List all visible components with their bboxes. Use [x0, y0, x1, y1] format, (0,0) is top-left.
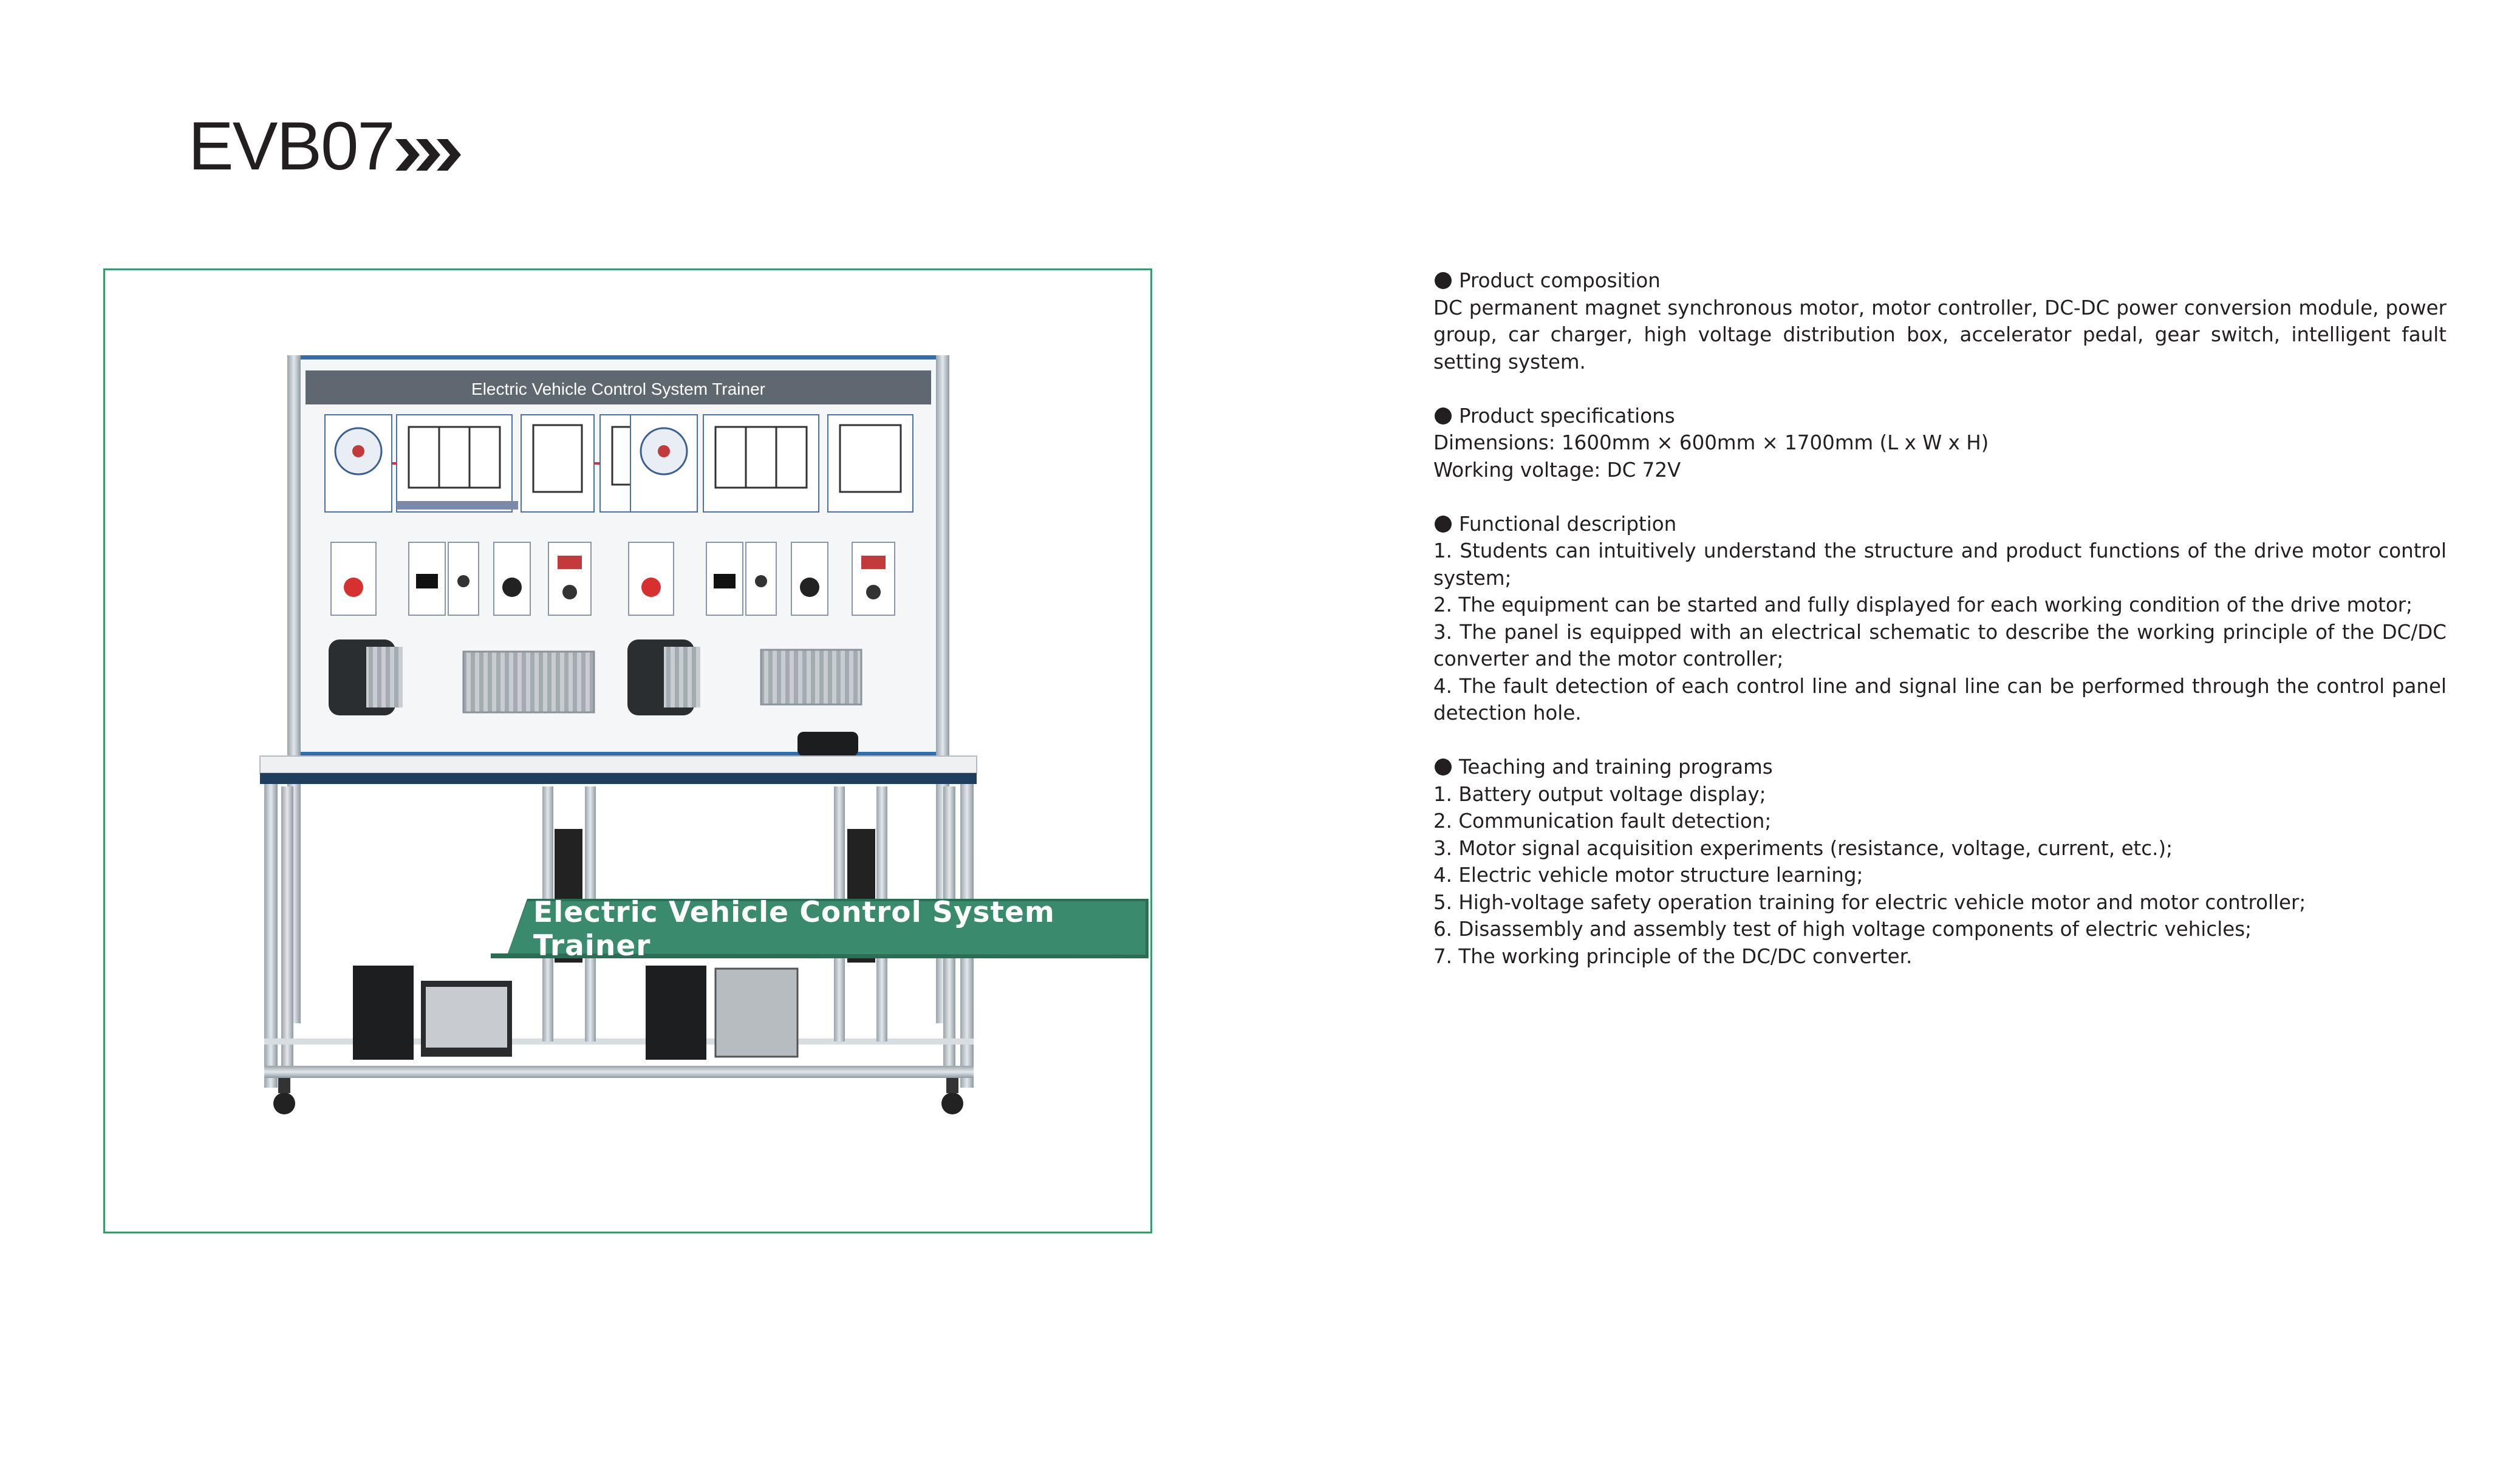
trainer-photo: [105, 270, 1150, 1232]
specifications-column: [1433, 267, 2447, 997]
caption-text: Electric Vehicle Control System Trainer: [533, 896, 1055, 963]
composition-heading: [1433, 267, 2447, 295]
functional-item: 3. The panel is equipped with an electrical schematic to describe the working principle of the DC/DC converter and the motor controller;: [1433, 620, 2447, 670]
specifications-heading: [1433, 403, 2447, 430]
section-specifications: [1433, 403, 2447, 484]
training-item: 3. Motor signal acquisition experiments (resistance, voltage, current, etc.);: [1433, 836, 2173, 860]
right-schematic-group: [630, 415, 913, 512]
composition-heading-text: Product composition: [1459, 269, 1661, 292]
model-heading: [188, 103, 462, 188]
functional-item: 2. The equipment can be started and fully displayed for each working condition of the drive motor;: [1433, 593, 2413, 616]
training-item: 5. High-voltage safety operation training for electric vehicle motor and motor controller;: [1433, 890, 2306, 914]
bullet-dot-icon: [1435, 272, 1452, 289]
training-item: 4. Electric vehicle motor structure learning;: [1433, 864, 1863, 887]
bullet-dot-icon: [1435, 759, 1452, 776]
functional-heading: [1433, 511, 2447, 538]
section-training: [1433, 754, 2447, 970]
training-heading-text: Teaching and training programs: [1459, 755, 1773, 779]
section-composition: [1433, 267, 2447, 375]
bullet-dot-icon: [1435, 516, 1452, 533]
section-functional: [1433, 511, 2447, 727]
training-item: 1. Battery output voltage display;: [1433, 782, 1766, 806]
composition-text: DC permanent magnet synchronous motor, motor controller, DC-DC power conversion module, power group, car charger, high voltage distribution box, accelerator pedal, gear switch, intelligent fault setting system.: [1433, 296, 2447, 373]
triple-chevron-icon: [395, 138, 462, 172]
functional-item: 1. Students can intuitively understand the structure and product functions of the drive motor control system;: [1433, 539, 2447, 590]
functional-heading-text: Functional description: [1459, 512, 1677, 536]
training-heading: [1433, 754, 2447, 781]
specifications-heading-text: Product specifications: [1459, 404, 1675, 428]
product-photo-frame: [103, 268, 1152, 1233]
left-schematic-group: [325, 415, 682, 512]
training-item: 2. Communication fault detection;: [1433, 810, 1772, 833]
training-item: 6. Disassembly and assembly test of high voltage components of electric vehicles;: [1433, 918, 2252, 941]
bullet-dot-icon: [1435, 407, 1452, 424]
spec-line-dimensions: Dimensions: 1600mm × 600mm × 1700mm (L x W x H): [1433, 431, 1989, 454]
panel-title-text: Electric Vehicle Control System Trainer: [471, 380, 765, 398]
training-item: 7. The working principle of the DC/DC converter.: [1433, 944, 1913, 968]
functional-item: 4. The fault detection of each control line and signal line can be performed through the control panel detection hole.: [1433, 674, 2447, 724]
spec-line-voltage: Working voltage: DC 72V: [1433, 458, 1681, 482]
model-code: EVB07: [188, 107, 394, 184]
